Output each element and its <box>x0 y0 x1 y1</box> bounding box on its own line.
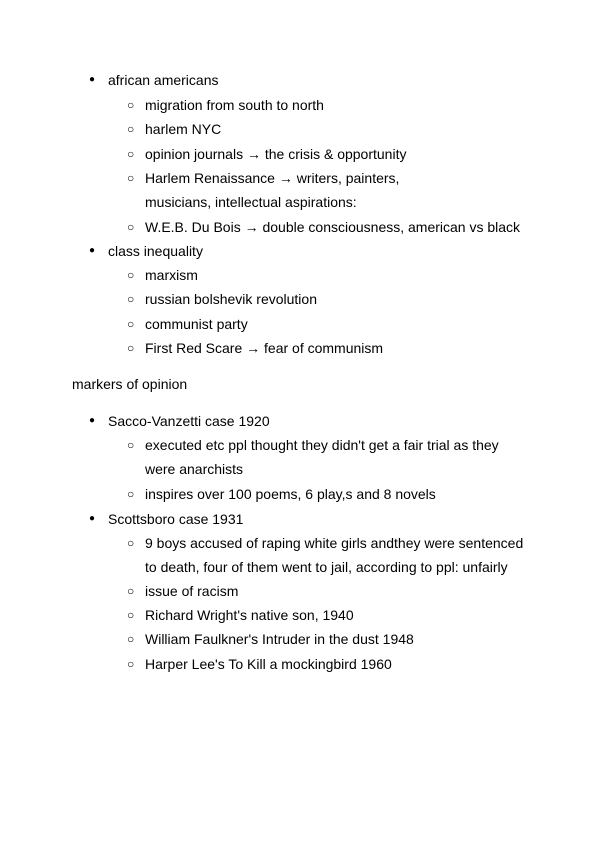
sub-list-item <box>127 312 535 336</box>
bullet-icon: ● <box>89 245 96 256</box>
hollow-bullet-icon: ○ <box>127 268 135 282</box>
sub-list-item-text: communist party <box>145 316 248 332</box>
sub-list-item <box>127 142 535 166</box>
hollow-bullet-icon: ○ <box>127 584 135 598</box>
sub-list-item-text: inspires over 100 poems, 6 play,s and 8 novels <box>145 486 436 502</box>
sub-list-item <box>127 531 537 579</box>
sub-list-item-text: russian bolshevik revolution <box>145 291 317 307</box>
bullet-icon: ● <box>89 74 96 85</box>
sub-list-item-text: William Faulkner's Intruder in the dust 1948 <box>145 631 414 647</box>
hollow-bullet-icon: ○ <box>127 98 135 112</box>
sub-list-item <box>127 263 535 287</box>
sub-list-item-text: issue of racism <box>145 583 239 599</box>
hollow-bullet-icon: ○ <box>127 292 135 306</box>
bullet-icon: ● <box>89 513 96 524</box>
hollow-bullet-icon: ○ <box>127 657 135 671</box>
sub-list-item <box>127 603 535 627</box>
section-heading: markers of opinion <box>72 376 188 392</box>
hollow-bullet-icon: ○ <box>127 122 135 136</box>
sub-list-item-text: First Red Scare → fear of communism <box>145 340 384 356</box>
sub-list-item-text: Harper Lee's To Kill a mockingbird 1960 <box>145 656 392 672</box>
sub-list-item-text: harlem NYC <box>145 121 222 137</box>
sub-list-item-text: W.E.B. Du Bois → double consciousness, american vs black <box>145 219 521 235</box>
list-item-text: class inequality <box>108 243 203 259</box>
sub-list-item <box>127 117 535 141</box>
list-item-text: african americans <box>108 72 219 88</box>
hollow-bullet-icon: ○ <box>127 608 135 622</box>
sub-list-item-text: Richard Wright's native son, 1940 <box>145 607 354 623</box>
list-item-text: Sacco-Vanzetti case 1920 <box>108 413 270 429</box>
hollow-bullet-icon: ○ <box>127 171 135 185</box>
sub-list-item <box>127 579 535 603</box>
sub-list-item <box>127 652 535 676</box>
hollow-bullet-icon: ○ <box>127 438 135 452</box>
hollow-bullet-icon: ○ <box>127 632 135 646</box>
sub-list-item-text: Harlem Renaissance → writers, painters, musicians, intellectual aspirations: <box>145 170 400 210</box>
sub-list-item <box>127 287 535 311</box>
list-item <box>89 239 548 263</box>
hollow-bullet-icon: ○ <box>127 487 135 501</box>
list-item <box>89 507 548 531</box>
sub-list-item <box>127 433 515 481</box>
list-item <box>89 409 548 433</box>
hollow-bullet-icon: ○ <box>127 220 135 234</box>
list-item-text: Scottsboro case 1931 <box>108 511 244 527</box>
sub-list-item <box>127 627 535 651</box>
sub-list-item-text: 9 boys accused of raping white girls andthey were sentenced to death, four of them went to jail, according to ppl: unfairly <box>145 535 524 575</box>
sub-list-item <box>127 215 535 239</box>
sub-list-item <box>127 336 535 360</box>
bullet-icon: ● <box>89 415 96 426</box>
hollow-bullet-icon: ○ <box>127 317 135 331</box>
hollow-bullet-icon: ○ <box>127 147 135 161</box>
sub-list-item-text: marxism <box>145 267 198 283</box>
sub-list-item-text: executed etc ppl thought they didn't get a fair trial as they were anarchists <box>145 437 499 477</box>
list-item <box>89 68 548 92</box>
sub-list-item-text: opinion journals → the crisis & opportunity <box>145 146 407 162</box>
sub-list-item-text: migration from south to north <box>145 97 324 113</box>
hollow-bullet-icon: ○ <box>127 341 135 355</box>
sub-list-item <box>127 166 465 214</box>
hollow-bullet-icon: ○ <box>127 536 135 550</box>
sub-list-item <box>127 482 535 506</box>
sub-list-item <box>127 93 535 117</box>
